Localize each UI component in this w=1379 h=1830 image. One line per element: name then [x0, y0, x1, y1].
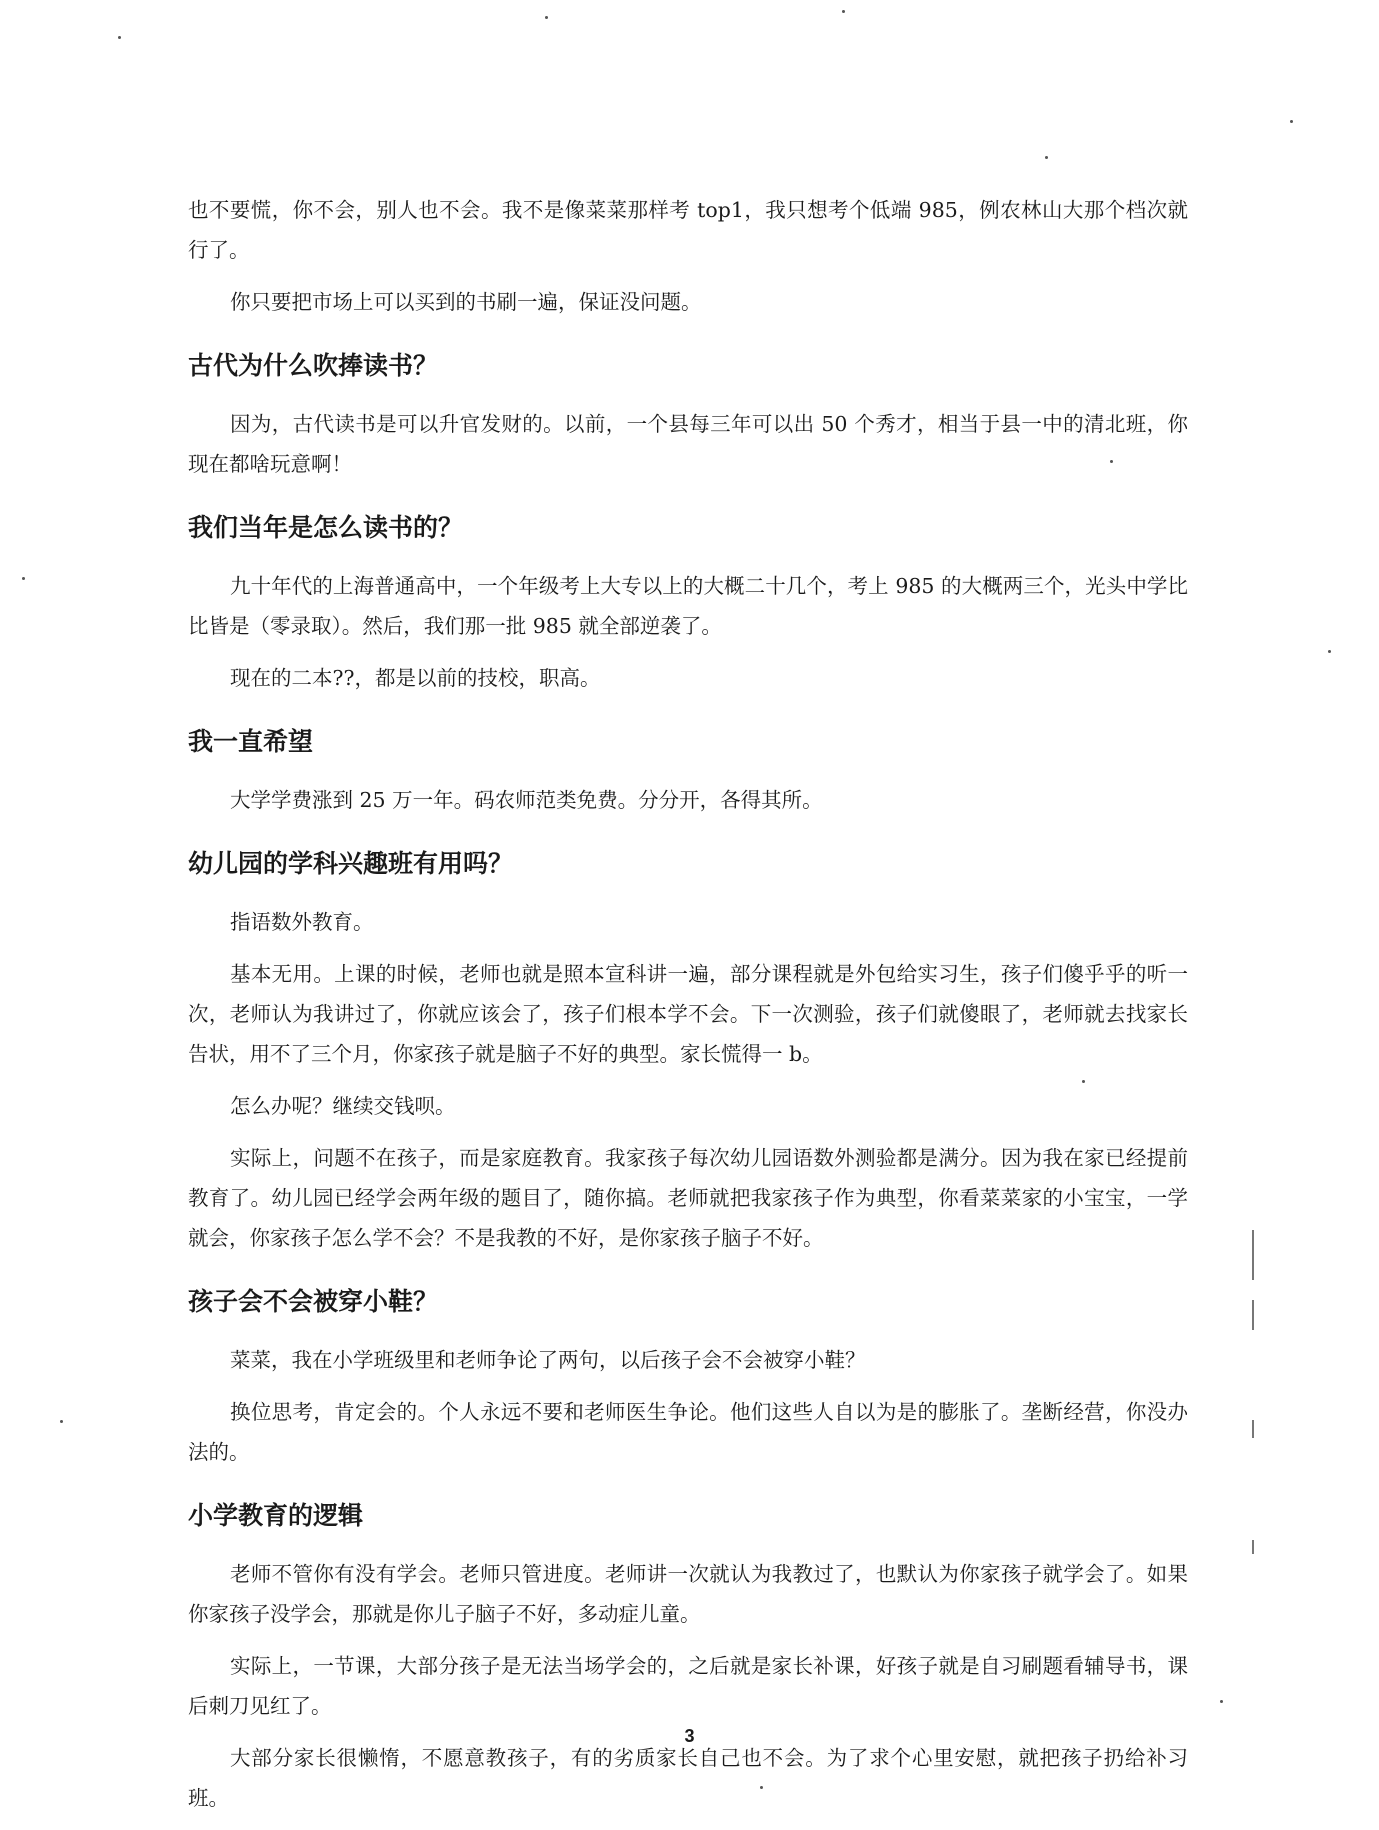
scan-speck	[1082, 1080, 1085, 1083]
paragraph: 现在的二本??，都是以前的技校，职高。	[230, 666, 601, 690]
paragraph: 菜菜，我在小学班级里和老师争论了两句，以后孩子会不会被穿小鞋？	[230, 1348, 866, 1372]
paragraph: 九十年代的上海普通高中，一个年级考上大专以上的大概二十几个，考上 985 的大概两三个，光头中学比比皆是（零录取）。然后，我们那一批 985 就全部逆袭了。	[188, 574, 1188, 638]
scan-speck	[545, 16, 548, 19]
scan-speck	[1328, 650, 1331, 653]
scan-speck	[1110, 460, 1113, 463]
scan-edge-mark	[1252, 1300, 1254, 1330]
scan-edge-mark	[1252, 1230, 1254, 1280]
paragraph: 因为，古代读书是可以升官发财的。以前，一个县每三年可以出 50 个秀才，相当于县一中的清北班，你现在都啥玩意啊！	[188, 412, 1188, 476]
scan-edge-mark	[1252, 1420, 1254, 1438]
paragraph: 大学学费涨到 25 万一年。码农师范类免费。分分开，各得其所。	[230, 788, 823, 812]
scan-speck	[842, 10, 845, 13]
scan-speck	[760, 1786, 763, 1789]
document-body	[188, 190, 1188, 1830]
paragraph: 基本无用。上课的时候，老师也就是照本宣科讲一遍，部分课程就是外包给实习生，孩子们傻乎乎的听一次，老师认为我讲过了，你就应该会了，孩子们根本学不会。下一次测验，孩子们就傻眼了，老师就去找家长告状，用不了三个月，你家孩子就是脑子不好的典型。家长慌得一 b。	[188, 962, 1188, 1066]
paragraph: 大部分家长很懒惰，不愿意教孩子，有的劣质家长自己也不会。为了求个心里安慰，就把孩子扔给补习班。	[188, 1746, 1188, 1810]
scan-speck	[60, 1420, 63, 1423]
scan-speck	[1290, 120, 1293, 123]
paragraph: 你只要把市场上可以买到的书刷一遍，保证没问题。	[230, 290, 702, 314]
paragraph: 怎么办呢？继续交钱呗。	[230, 1094, 456, 1118]
paragraph: 老师不管你有没有学会。老师只管进度。老师讲一次就认为我教过了，也默认为你家孩子就学会了。如果你家孩子没学会，那就是你儿子脑子不好，多动症儿童。	[188, 1562, 1188, 1626]
paragraph: 也不要慌，你不会，别人也不会。我不是像菜菜那样考 top1，我只想考个低端 985，例农林山大那个档次就行了。	[188, 198, 1188, 262]
scan-speck	[1220, 1700, 1223, 1703]
section-heading: 古代为什么吹捧读书？	[188, 351, 439, 380]
section-heading: 孩子会不会被穿小鞋？	[188, 1287, 439, 1316]
paragraph: 实际上，问题不在孩子，而是家庭教育。我家孩子每次幼儿园语数外测验都是满分。因为我在家已经提前教育了。幼儿园已经学会两年级的题目了，随你搞。老师就把我家孩子作为典型，你看菜菜家的小宝宝，一学就会，你家孩子怎么学不会？不是我教的不好，是你家孩子脑子不好。	[188, 1146, 1188, 1250]
section-heading: 幼儿园的学科兴趣班有用吗？	[188, 849, 514, 878]
scan-speck	[22, 577, 25, 580]
scan-speck	[118, 36, 121, 39]
section-heading: 小学教育的逻辑	[188, 1501, 364, 1530]
section-heading: 我们当年是怎么读书的？	[188, 513, 464, 542]
section-heading: 我一直希望	[188, 727, 314, 756]
scan-edge-mark	[1252, 1540, 1254, 1554]
paragraph: 换位思考，肯定会的。个人永远不要和老师医生争论。他们这些人自以为是的膨胀了。垄断经营，你没办法的。	[188, 1400, 1188, 1464]
page-number: 3	[684, 1726, 695, 1746]
scan-speck	[1045, 156, 1048, 159]
paragraph: 实际上，一节课，大部分孩子是无法当场学会的，之后就是家长补课，好孩子就是自习刷题看辅导书，课后刺刀见红了。	[188, 1654, 1188, 1718]
paragraph: 指语数外教育。	[230, 910, 374, 934]
